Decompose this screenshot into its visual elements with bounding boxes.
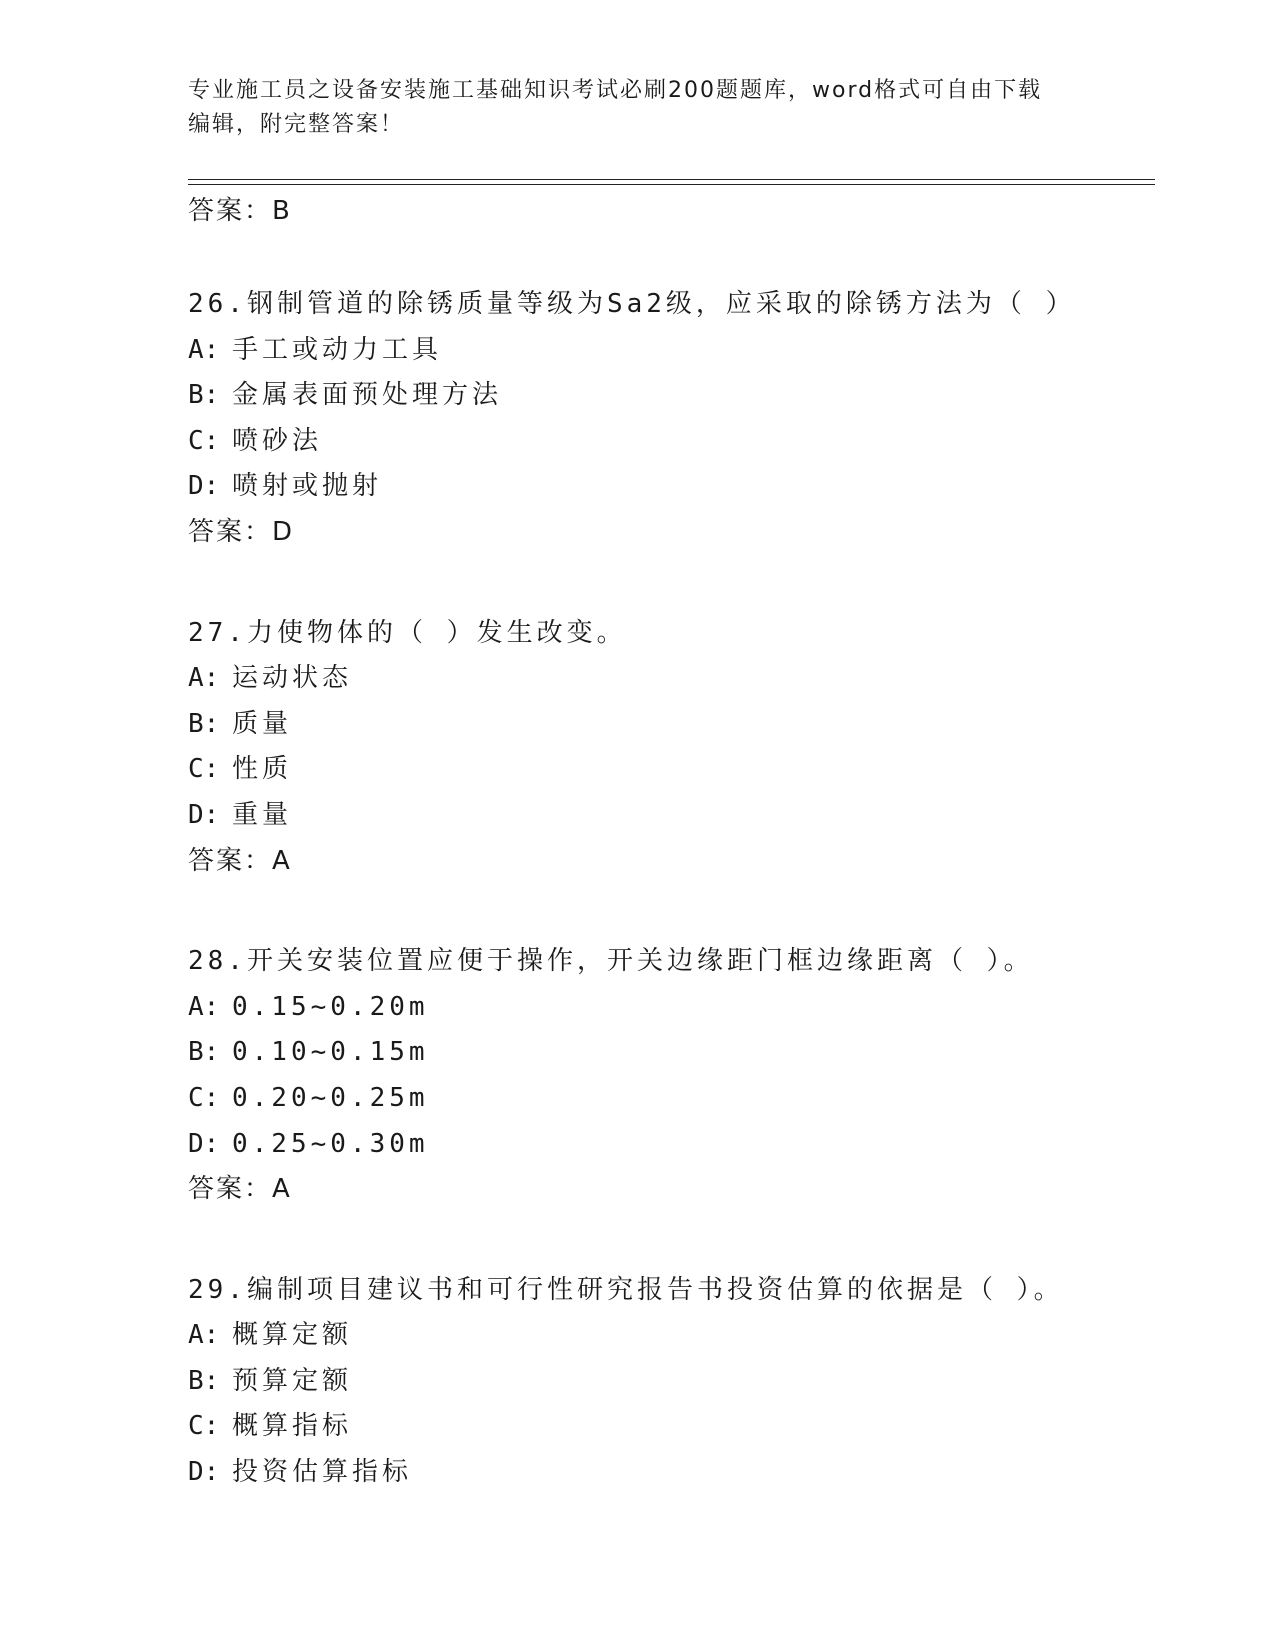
question-title: 28.开关安装位置应便于操作，开关边缘距门框边缘距离（ ）。: [188, 946, 1034, 977]
question-title: 26.钢制管道的除锈质量等级为Sa2级，应采取的除锈方法为（ ）: [188, 289, 1076, 319]
option-a: [188, 328, 1148, 374]
option-text: 概算指标: [232, 1411, 353, 1442]
option-text: 喷砂法: [232, 425, 323, 456]
option-letter: A:: [188, 991, 220, 1022]
option-text: 性质: [232, 754, 293, 785]
option-a: [188, 656, 1148, 702]
option-d: [188, 464, 1148, 510]
option-text: 运动状态: [232, 663, 353, 694]
option-c: [188, 1404, 1148, 1450]
header-divider-bottom: [188, 184, 1155, 185]
option-b: [188, 373, 1148, 419]
option-d: [188, 793, 1148, 839]
option-letter: B:: [188, 1037, 220, 1068]
document-header: [188, 74, 1088, 142]
question-29: [188, 1268, 1148, 1496]
option-letter: B:: [188, 708, 220, 739]
option-c: [188, 747, 1148, 793]
question-27: [188, 611, 1148, 885]
option-letter: D:: [188, 471, 220, 502]
option-letter: D:: [188, 1457, 220, 1488]
option-letter: D:: [188, 1128, 220, 1159]
header-divider-top: [188, 179, 1155, 180]
option-text: 质量: [232, 708, 293, 739]
question-28: [188, 939, 1148, 1213]
answer: 答案：A: [188, 1174, 292, 1205]
option-text: 0.15~0.20m: [232, 991, 429, 1022]
header-line-2: 编辑，附完整答案！: [188, 112, 405, 137]
option-letter: C:: [188, 1082, 220, 1113]
option-letter: B:: [188, 1365, 220, 1396]
answer: 答案：D: [188, 516, 295, 547]
option-letter: D:: [188, 799, 220, 830]
option-text: 0.20~0.25m: [232, 1082, 429, 1113]
option-b: [188, 1030, 1148, 1076]
option-text: 金属表面预处理方法: [232, 380, 503, 411]
option-letter: A:: [188, 334, 220, 365]
option-d: [188, 1122, 1148, 1168]
option-c: [188, 1076, 1148, 1122]
option-b: [188, 1359, 1148, 1405]
answer: 答案：A: [188, 845, 292, 876]
option-letter: A:: [188, 1320, 220, 1351]
header-line-1: 专业施工员之设备安装施工基础知识考试必刷200题题库，word格式可自由下载: [188, 78, 1043, 103]
option-b: [188, 702, 1148, 748]
option-text: 概算定额: [232, 1320, 353, 1351]
option-letter: C:: [188, 1411, 220, 1442]
question-title: 27.力使物体的（ ）发生改变。: [188, 617, 627, 648]
option-text: 投资估算指标: [232, 1457, 413, 1488]
question-list: [188, 282, 1148, 1551]
option-a: [188, 985, 1148, 1031]
option-text: 重量: [232, 799, 293, 830]
option-letter: A:: [188, 663, 220, 694]
option-letter: C:: [188, 425, 220, 456]
option-text: 喷射或抛射: [232, 471, 383, 502]
option-letter: C:: [188, 754, 220, 785]
option-text: 0.10~0.15m: [232, 1037, 429, 1068]
question-title: 29.编制项目建议书和可行性研究报告书投资估算的依据是（ ）。: [188, 1274, 1064, 1305]
option-letter: B:: [188, 380, 220, 411]
option-text: 手工或动力工具: [232, 334, 443, 365]
option-d: [188, 1450, 1148, 1496]
option-c: [188, 419, 1148, 465]
question-26: [188, 282, 1148, 556]
option-text: 0.25~0.30m: [232, 1128, 429, 1159]
option-a: [188, 1313, 1148, 1359]
option-text: 预算定额: [232, 1365, 353, 1396]
previous-answer: 答案：B: [188, 196, 292, 226]
